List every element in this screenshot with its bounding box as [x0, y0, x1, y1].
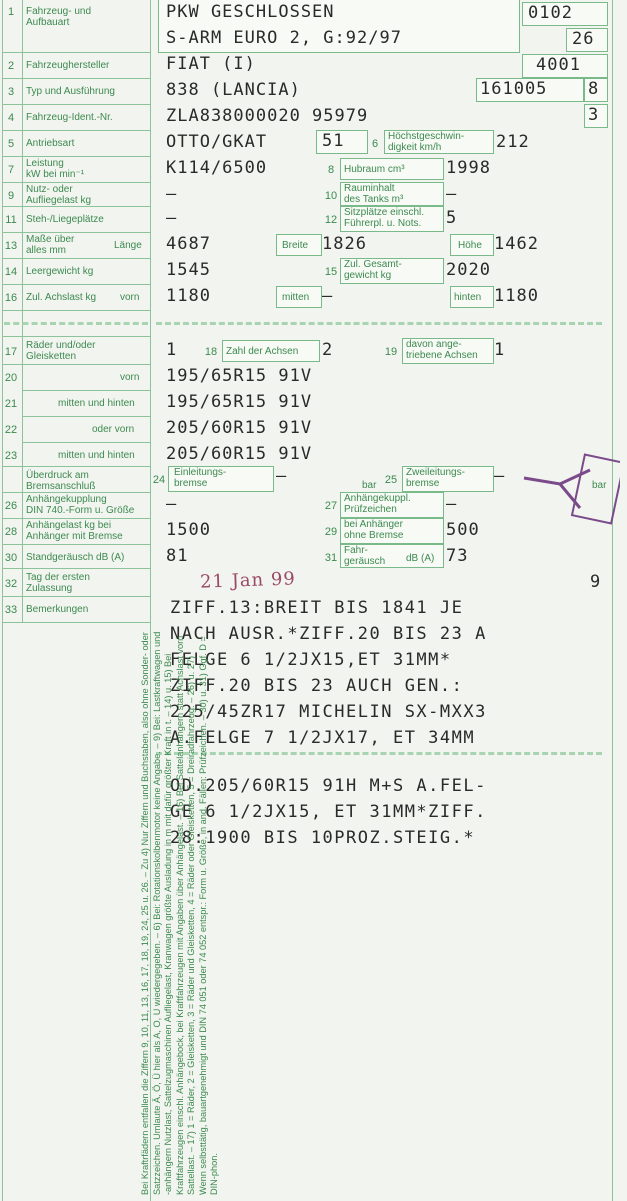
- field-6-label: Höchstgeschwin- digkeit km/h: [388, 131, 465, 153]
- height-label: Höhe: [458, 240, 482, 251]
- field-21-number: 21: [4, 398, 18, 410]
- field-12-number: 12: [324, 214, 338, 226]
- seats-value: 5: [446, 208, 458, 228]
- single-line-brake-value: –: [276, 466, 288, 486]
- field-8-label: Hubraum cm³: [344, 164, 405, 175]
- field-33-label: Bemerkungen: [26, 604, 89, 615]
- official-stamp-icon: [520, 448, 620, 528]
- field-13-number: 13: [4, 240, 18, 252]
- gross-weight-value: 2020: [446, 260, 491, 280]
- first-registration-code: 9: [590, 572, 602, 592]
- field-18-label: Zahl der Achsen: [226, 346, 299, 357]
- field-25-number: 25: [384, 474, 398, 486]
- coupling-value: –: [166, 494, 178, 514]
- field-27-label: Anhängekuppl. Prüfzeichen: [344, 493, 411, 515]
- remark-line: FELGE 6 1/2JX15,ET 31MM*: [170, 650, 452, 670]
- type-value: 838 (LANCIA): [166, 80, 301, 100]
- field-31-unit: dB (A): [406, 553, 435, 564]
- field-18-number: 18: [204, 346, 218, 358]
- empty-weight-value: 1545: [166, 260, 211, 280]
- field-25-label: Zweileitungs- bremse: [406, 467, 465, 489]
- field-31-number: 31: [324, 552, 338, 564]
- field-1-label: Fahrzeug- und Aufbauart: [26, 6, 92, 28]
- field-14-label: Leergewicht kg: [26, 266, 94, 277]
- axle-front-value: 1180: [166, 286, 211, 306]
- axles-value: 2: [322, 340, 334, 360]
- dual-line-brake-unit: bar: [592, 480, 607, 491]
- field-16-number: 16: [4, 292, 18, 304]
- field-27-number: 27: [324, 500, 338, 512]
- remark-line: A.FELGE 7 1/2JX17, ET 34MM: [170, 728, 476, 748]
- tank-volume-value: –: [446, 184, 458, 204]
- field-7-number: 7: [7, 164, 15, 176]
- wheels-value: 1: [166, 340, 178, 360]
- remark-line: 225/45ZR17 MICHELIN SX-MXX3: [170, 702, 487, 722]
- axle-front-label: vorn: [120, 292, 140, 303]
- vehicle-type-value: PKW GESCHLOSSEN: [166, 2, 335, 22]
- manufacturer-value: FIAT (I): [166, 54, 256, 74]
- field-10-number: 10: [324, 190, 338, 202]
- frame-right: [612, 0, 613, 1201]
- field-30-label: Standgeräusch dB (A): [26, 552, 125, 563]
- field-2-number: 2: [7, 60, 15, 72]
- drive-type-code: 51: [322, 131, 345, 151]
- remark-line: NACH AUSR.*ZIFF.20 BIS 23 A: [170, 624, 487, 644]
- field-13-label: Maße über alles mm: [26, 234, 75, 256]
- vin-value: ZLA838000020 95979: [166, 106, 369, 126]
- field-23-number: 23: [4, 450, 18, 462]
- displacement-value: 1998: [446, 158, 491, 178]
- field-15-number: 15: [324, 266, 338, 278]
- single-line-brake-unit: bar: [362, 480, 377, 491]
- field-26-label: Anhängekupplung DIN 740.-Form u. Größe: [26, 494, 135, 516]
- field-17-number: 17: [4, 346, 18, 358]
- driving-noise-value: 73: [446, 546, 469, 566]
- brake-pressure-label: Überdruck am Bremsanschluß: [26, 470, 96, 492]
- width-value: 1826: [322, 234, 367, 254]
- type-check-digit: 8: [588, 79, 600, 99]
- width-label: Breite: [282, 240, 309, 251]
- field-17-label: Räder und/oder Gleisketten: [26, 340, 96, 362]
- field-24-number: 24: [152, 474, 166, 486]
- tire-rear-value: 195/65R15 91V: [166, 392, 313, 412]
- field-5-number: 5: [7, 138, 15, 150]
- driven-axles-value: 1: [494, 340, 506, 360]
- coupling-mark-value: –: [446, 494, 458, 514]
- axle-middle-label: mitten: [282, 292, 310, 303]
- field-4-label: Fahrzeug-Ident.-Nr.: [26, 112, 113, 123]
- tire-alt-front-value: 205/60R15 91V: [166, 418, 313, 438]
- field-22-label: oder vorn: [92, 424, 135, 435]
- field-29-label: bei Anhänger ohne Bremse: [344, 519, 404, 541]
- field-8-number: 8: [327, 164, 335, 176]
- length-value: 4687: [166, 234, 211, 254]
- field-1-number: 1: [7, 6, 15, 18]
- field-19-label: davon ange- triebene Achsen: [406, 339, 478, 361]
- standing-noise-value: 81: [166, 546, 189, 566]
- field-29-number: 29: [324, 526, 338, 538]
- field-23-label: mitten und hinten: [58, 450, 135, 461]
- frame-left: [2, 0, 3, 1201]
- field-3-number: 3: [7, 86, 15, 98]
- power-value: K114/6500: [166, 158, 268, 178]
- length-label: Länge: [114, 240, 142, 251]
- field-19-number: 19: [384, 346, 398, 358]
- field-11-number: 11: [5, 214, 17, 226]
- field-9-number: 9: [7, 190, 15, 202]
- emission-class-code: 26: [572, 29, 595, 49]
- field-11-label: Steh-/Liegeplätze: [26, 214, 104, 225]
- tire-front-value: 195/65R15 91V: [166, 366, 313, 386]
- field-12-label: Sitzplätze einschl. Führerpl. u. Nots.: [344, 207, 425, 229]
- remark-line: ZIFF.13:BREIT BIS 1841 JE: [170, 598, 464, 618]
- standing-places-value: –: [166, 208, 178, 228]
- manufacturer-code: 4001: [536, 55, 581, 75]
- field-15-label: Zul. Gesamt- gewicht kg: [344, 259, 402, 281]
- max-speed-value: 212: [496, 132, 530, 152]
- field-31-label: Fahr- geräusch: [344, 545, 386, 567]
- field-21-label: mitten und hinten: [58, 398, 135, 409]
- field-28-number: 28: [4, 526, 18, 538]
- field-7-label: Leistung kW bei min⁻¹: [26, 158, 85, 180]
- field-14-number: 14: [4, 266, 18, 278]
- field-9-label: Nutz- oder Aufliegelast kg: [26, 184, 92, 206]
- field-24-label: Einleitungs- bremse: [174, 467, 227, 489]
- height-value: 1462: [494, 234, 539, 254]
- axle-rear-value: 1180: [494, 286, 539, 306]
- first-registration-date-stamp: 21 Jan 99: [199, 568, 297, 593]
- axle-middle-value: –: [322, 286, 334, 306]
- remark-line-continued: 28:1900 BIS 10PROZ.STEIG.*: [170, 828, 476, 848]
- emission-class-value: S-ARM EURO 2, G:92/97: [166, 28, 402, 48]
- field-33-number: 33: [4, 604, 18, 616]
- type-code: 161005: [480, 79, 548, 99]
- field-5-label: Antriebsart: [26, 138, 75, 149]
- field-3-label: Typ und Ausführung: [26, 86, 115, 97]
- drive-type-value: OTTO/GKAT: [166, 132, 268, 152]
- tire-alt-rear-value: 205/60R15 91V: [166, 444, 313, 464]
- field-30-number: 30: [4, 552, 18, 564]
- field-28-label: Anhängelast kg bei Anhänger mit Bremse: [26, 520, 123, 542]
- field-20-number: 20: [4, 372, 18, 384]
- braked-trailer-load-value: 1500: [166, 520, 211, 540]
- footnote-text: Bei Kraftrfädern entfallen die Ziffern 9, 10, 11, 13, 16, 17, 18, 19, 24, 25 u. 26. – Zu 4) Nur Ziffern und Buchstaben, also ohne Sonder- oder Satzzeichen. Umlaute Ä, Ö, Ü hier als A, O, U wiedergegeben. – 6) Bei: Rotationskolbenmotor keine Angabe. – 9) Bei: Lastkraftwagen und -anhängern Nutzlast, Sattelzugmaschinen Aufliegelast, Kranwagen größte Ausladung in m mit dafür größter Kraft in t. – 14) u. 15) Bei Kraftfahrzeugen einschl. Anhängebock, bei Kraftfahrzeugen mit Angaben über Anhängelast. – 16) Bei Sattelanhängern statt Achslast vorn Sattellast. – 17) 1 = Räder, 2 = Gleisketten, 3 = Räder und Gleisketten, 4 = Räder oder Gleisketten, 5 = Dreiradfahrzeug. – 26) u. 27) Wenn selbsttätig, bauartgenehmigt und DIN 74 051 oder 74 052 entspr.: Form u. Größe, in and. Fällen: Prüfzeichen. – 30) u. 31) Ggf. D = DIN-phon.: [140, 631, 219, 1195]
- remark-line-continued: OD.205/60R15 91H M+S A.FEL-: [170, 776, 487, 796]
- field-32-number: 32: [4, 578, 18, 590]
- vin-check-digit: 3: [588, 105, 600, 125]
- field-26-number: 26: [4, 500, 18, 512]
- remark-line-continued: GE 6 1/2JX15, ET 31MM*ZIFF.: [170, 802, 487, 822]
- unbraked-trailer-load-value: 500: [446, 520, 480, 540]
- field-32-label: Tag der ersten Zulassung: [26, 572, 90, 594]
- dual-line-brake-value: –: [494, 466, 506, 486]
- axle-rear-label: hinten: [454, 292, 482, 303]
- remark-line: ZIFF.20 BIS 23 AUCH GEN.:: [170, 676, 464, 696]
- field-4-number: 4: [7, 112, 15, 124]
- field-6-number: 6: [371, 138, 379, 150]
- field-22-number: 22: [4, 424, 18, 436]
- field-2-label: Fahrzeughersteller: [26, 60, 110, 71]
- field-20-label: vorn: [120, 372, 140, 383]
- vehicle-type-code: 0102: [528, 3, 573, 23]
- field-16-label: Zul. Achslast kg: [26, 292, 97, 303]
- payload-value: –: [166, 184, 178, 204]
- field-10-label: Rauminhalt des Tanks m³: [344, 183, 404, 205]
